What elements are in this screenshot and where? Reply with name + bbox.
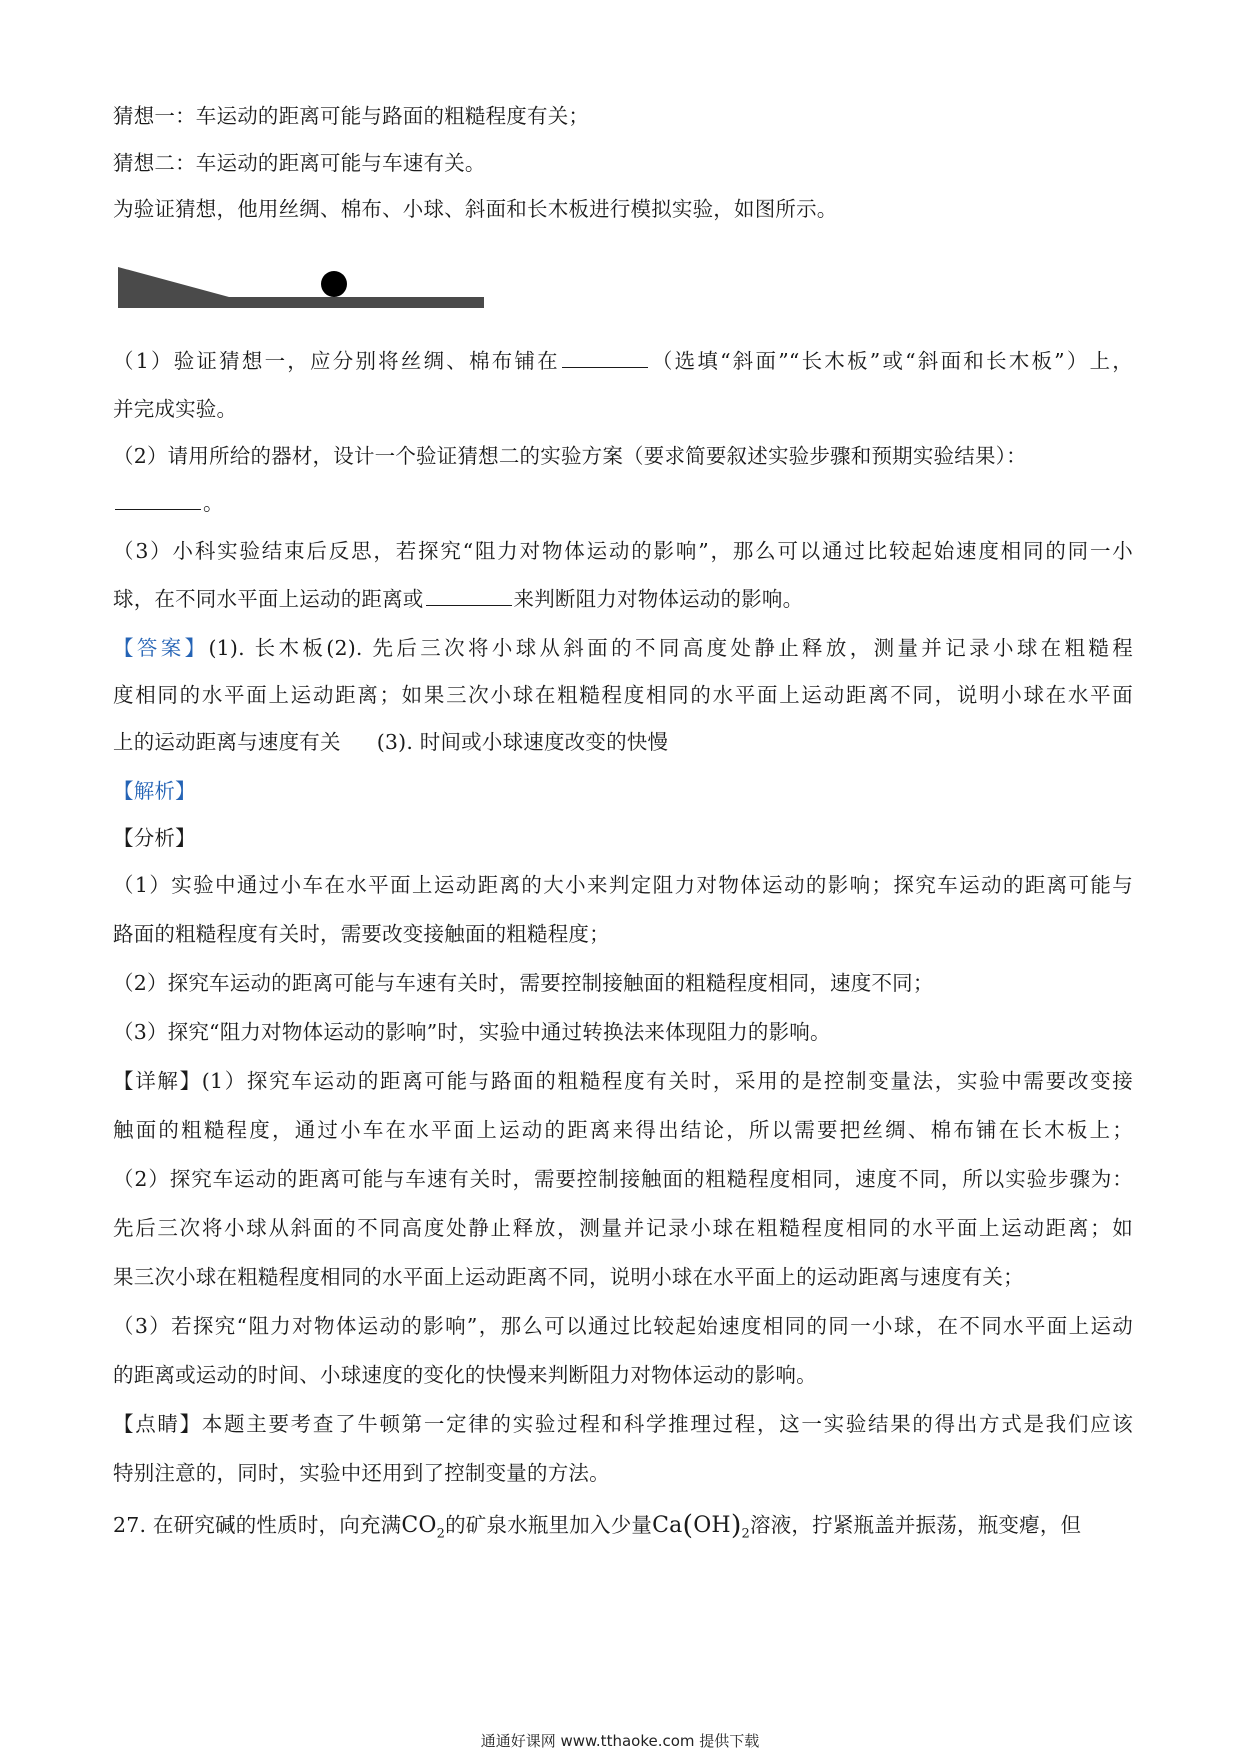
answer-line-1: 【答案】(1). 长木板(2). 先后三次将小球从斜面的不同高度处静止释放，测量并记录小球在粗糙程 <box>113 636 1133 660</box>
ball <box>321 271 347 297</box>
question-2-line-1: （2）请用所给的器材，设计一个验证猜想二的实验方案（要求简要叙述实验步骤和预期实验结果）： <box>113 444 1027 468</box>
fenxi-line-4: （3）探究“阻力对物体运动的影响”时，实验中通过转换法来体现阻力的影响。 <box>113 1020 831 1044</box>
xiangjie-line-3: （2）探究车运动的距离可能与车速有关时，需要控制接触面的粗糙程度相同，速度不同，所以实验步骤为： <box>113 1167 1133 1191</box>
dianjing-line-2: 特别注意的，同时，实验中还用到了控制变量的方法。 <box>113 1461 610 1485</box>
co2-formula: $CO_2$ <box>401 1513 446 1542</box>
answer-blank <box>426 587 512 606</box>
question-2-line-2: 。 <box>113 488 1133 518</box>
xiangjie-line-2: 触面的粗糙程度，通过小车在水平面上运动的距离来得出结论，所以需要把丝绸、棉布铺在长木板上； <box>113 1118 1133 1142</box>
answer-line-3: 上的运动距离与速度有关 (3). 时间或小球速度改变的快慢 <box>113 730 669 754</box>
incline-ball-figure <box>116 259 486 321</box>
experiment-intro: 为验证猜想，他用丝绸、棉布、小球、斜面和长木板进行模拟实验，如图所示。 <box>113 197 838 221</box>
analysis-label: 【解析】 <box>113 779 196 803</box>
guess-two: 猜想二：车运动的距离可能与车速有关。 <box>113 151 486 175</box>
fenxi-line-2: 路面的粗糙程度有关时，需要改变接触面的粗糙程度； <box>113 922 610 946</box>
answer-label: 【答案】 <box>113 636 209 660</box>
fenxi-label: 【分析】 <box>113 826 196 850</box>
question-3-line-1: （3）小科实验结束后反思，若探究“阻力对物体运动的影响”，那么可以通过比较起始速度相同的同一小 <box>113 539 1133 563</box>
xiangjie-line-4: 先后三次将小球从斜面的不同高度处静止释放，测量并记录小球在粗糙程度相同的水平面上运动距离；如 <box>113 1216 1133 1240</box>
xiangjie-line-6: （3）若探究“阻力对物体运动的影响”，那么可以通过比较起始速度相同的同一小球，在不同水平面上运动 <box>113 1314 1133 1338</box>
calcium-hydroxide-formula: $Ca(OH)_2$ <box>652 1510 751 1542</box>
question-1-line-2: 并完成实验。 <box>113 397 238 421</box>
fenxi-line-1: （1）实验中通过小车在水平面上运动距离的大小来判定阻力对物体运动的影响；探究车运动的距离可能与 <box>113 873 1133 897</box>
xiangjie-line-7: 的距离或运动的时间、小球速度的变化的快慢来判断阻力对物体运动的影响。 <box>113 1363 817 1387</box>
xiangjie-line-5: 果三次小球在粗糙程度相同的水平面上运动距离不同，说明小球在水平面上的运动距离与速度有关； <box>113 1265 1024 1289</box>
answer-blank <box>115 491 201 510</box>
xiangjie-line-1: 【详解】(1）探究车运动的距离可能与路面的粗糙程度有关时，采用的是控制变量法，实验中需要改变接 <box>113 1069 1133 1093</box>
question-1-line-1: （1）验证猜想一，应分别将丝绸、棉布铺在 （选填“斜面”“长木板”或“斜面和长木板”）上， <box>113 349 1133 373</box>
answer-line-2: 度相同的水平面上运动距离；如果三次小球在粗糙程度相同的水平面上运动距离不同，说明小球在水平面 <box>113 683 1133 707</box>
question-27-line-1: 27. 在研究碱的性质时，向充满$CO_2$的矿泉水瓶里加入少量$Ca(OH)_2$溶液，拧紧瓶盖并振荡，瓶变瘪，但 <box>113 1510 1082 1542</box>
dianjing-line-1: 【点睛】本题主要考查了牛顿第一定律的实验过程和科学推理过程，这一实验结果的得出方式是我们应该 <box>113 1412 1133 1436</box>
long-board <box>118 297 484 308</box>
page-footer: 通通好课网 www.tthaoke.com 提供下载 <box>480 1732 760 1750</box>
guess-one: 猜想一：车运动的距离可能与路面的粗糙程度有关； <box>113 104 590 128</box>
fenxi-line-3: （2）探究车运动的距离可能与车速有关时，需要控制接触面的粗糙程度相同，速度不同； <box>113 971 934 995</box>
question-3-line-2: 球，在不同水平面上运动的距离或 来判断阻力对物体运动的影响。 <box>113 587 804 611</box>
incline-ramp <box>118 267 229 297</box>
answer-blank <box>562 349 648 368</box>
